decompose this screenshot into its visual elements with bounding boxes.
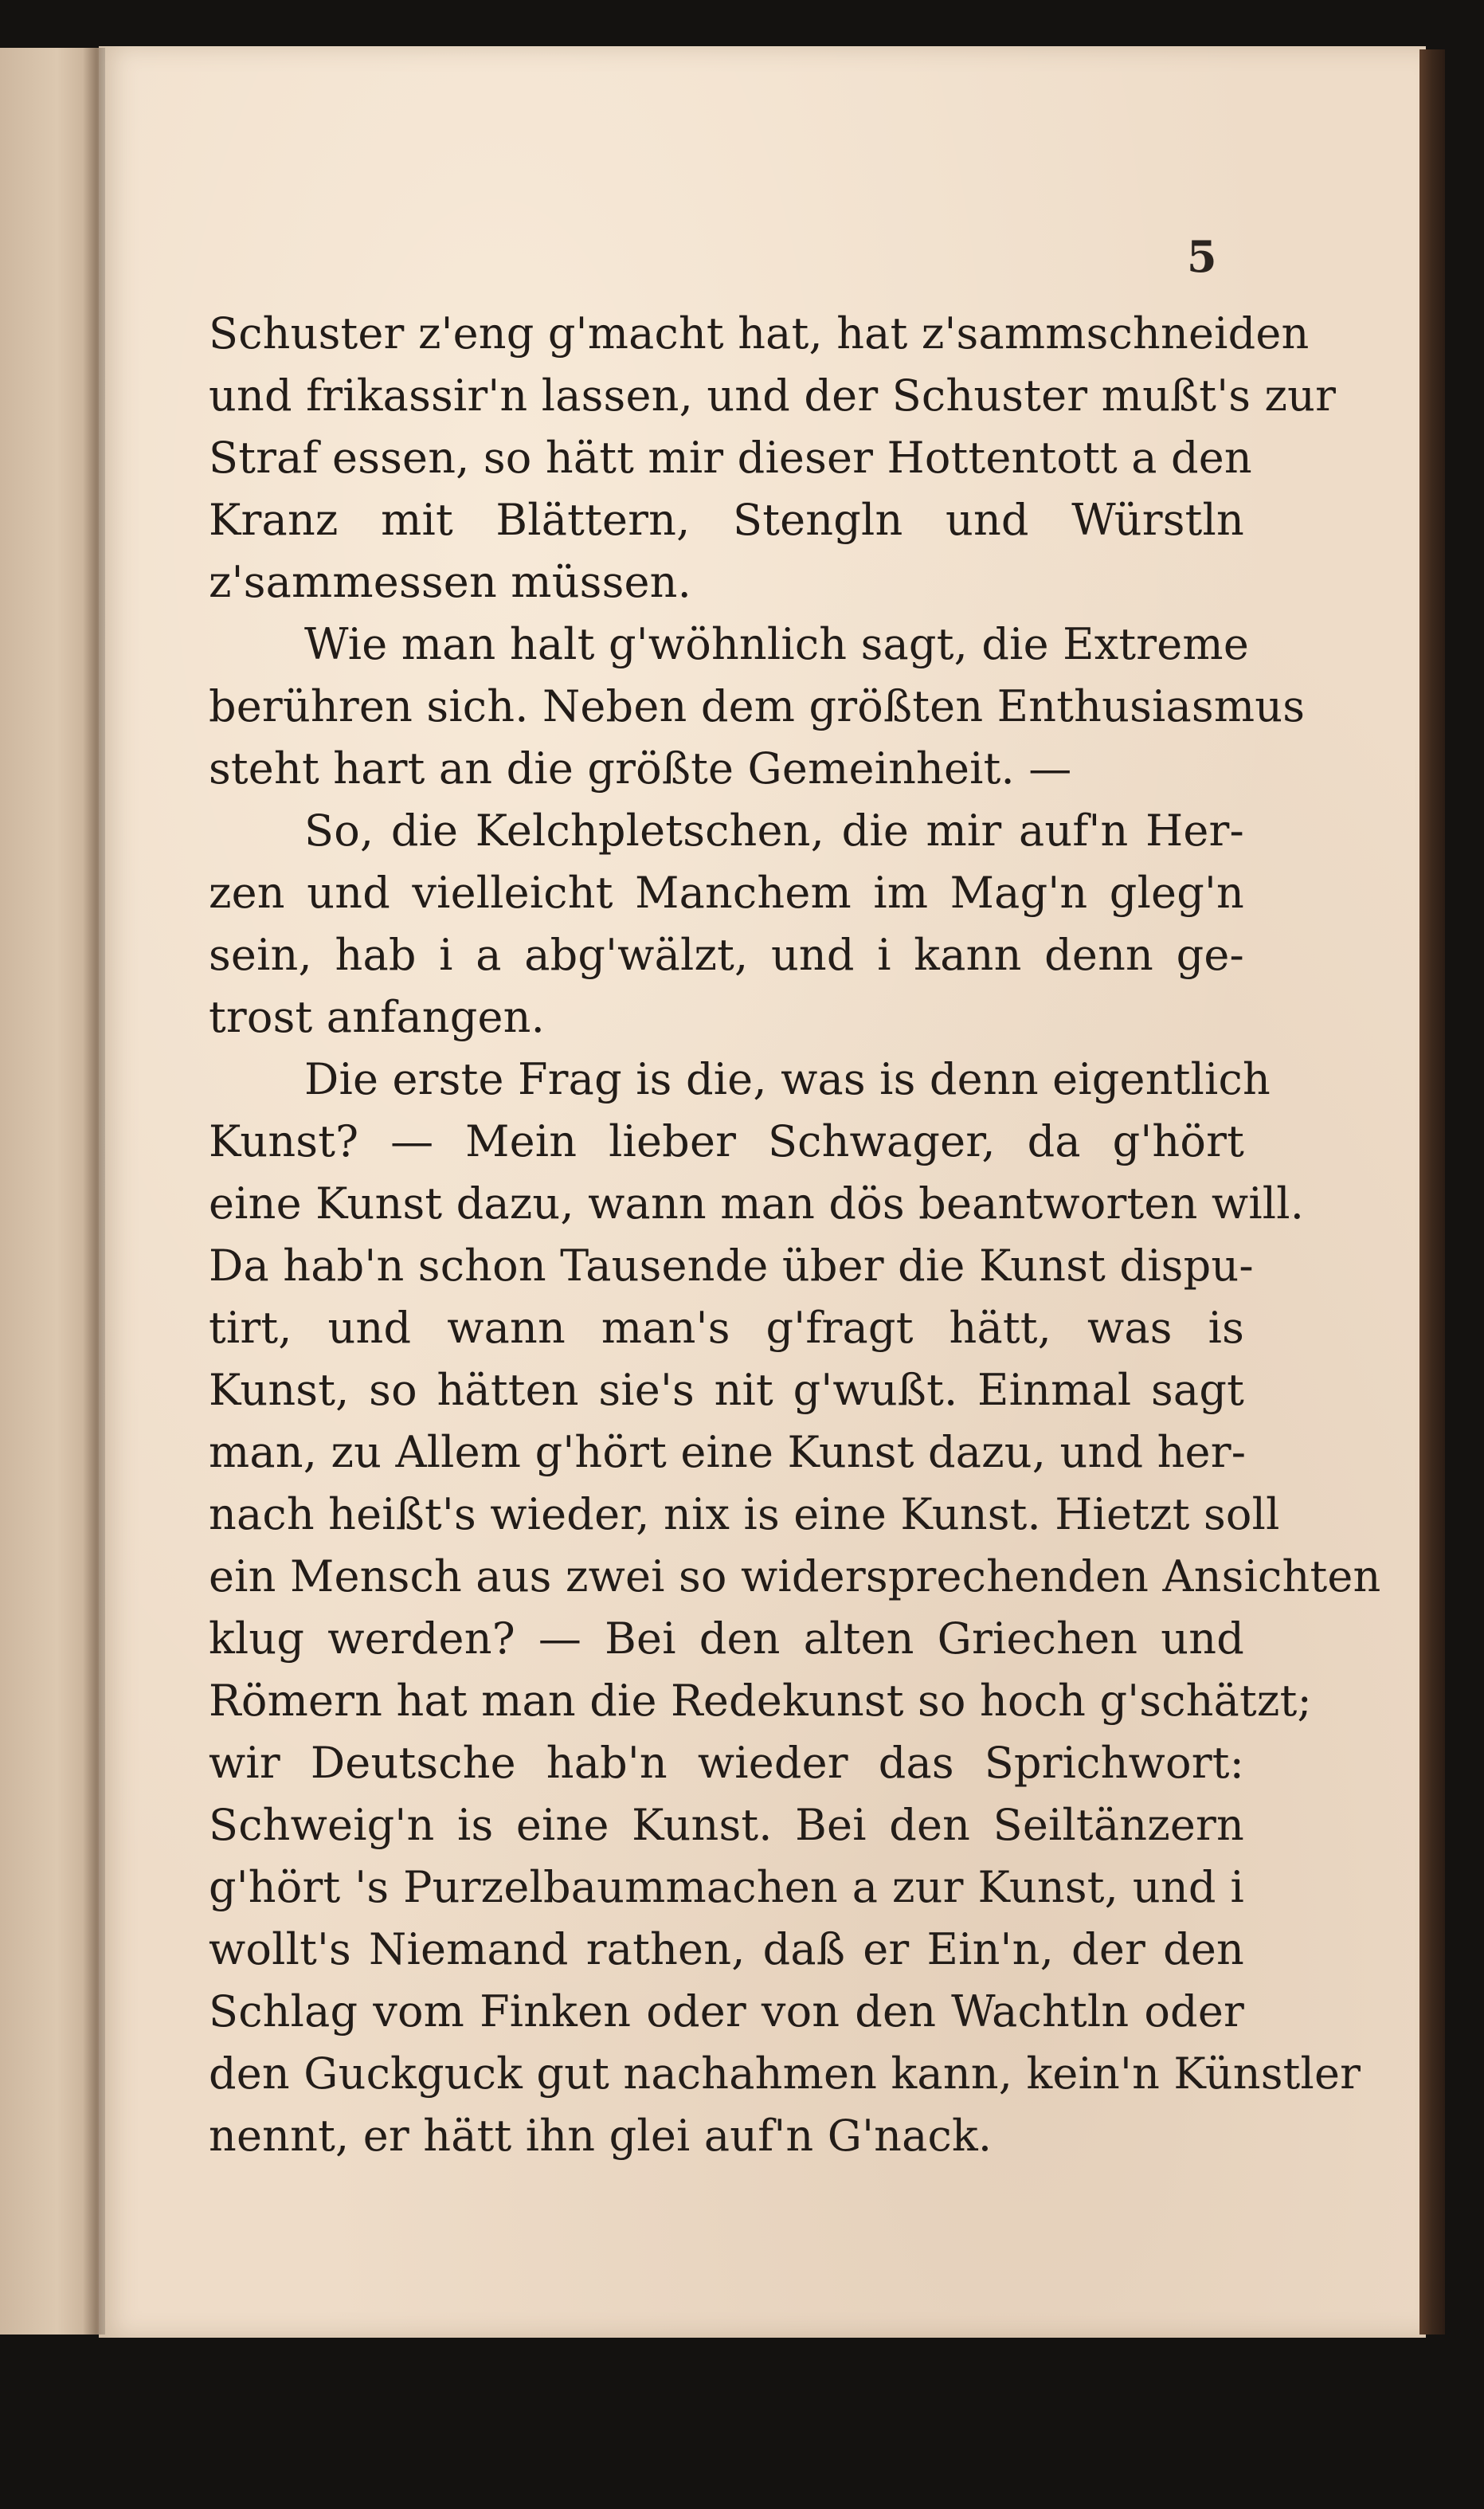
text-line: nach heißt's wieder, nix is eine Kunst. Hietzt soll [209,1489,1280,1539]
text-line: ein Mensch aus zwei so widersprechenden Ansichten [209,1551,1381,1601]
book-cover-edge [1419,49,1445,2335]
text-line: tirt, und wann man's g'fragt hätt, was is [209,1303,1244,1353]
text-line: wollt's Niemand rathen, daß er Ein'n, der den [209,1924,1244,1974]
text-line: und frikassir'n lassen, und der Schuster mußt's zur [209,370,1337,421]
text-line: Kunst? — Mein lieber Schwager, da g'hört [209,1116,1244,1166]
page-number: 5 [1187,231,1217,282]
body-text [209,303,1381,2167]
text-line: trost anfangen. [209,992,546,1042]
text-line: Da hab'n schon Tausende über die Kunst dispu- [209,1241,1254,1291]
page-gutter [83,48,105,2335]
text-line: Römern hat man die Redekunst so hoch g'schätzt; [209,1676,1312,1726]
text-line: Schweig'n is eine Kunst. Bei den Seiltänzern [209,1800,1244,1850]
text-line: g'hört 's Purzelbaummachen a zur Kunst, und i [209,1862,1244,1912]
text-line: Kranz mit Blättern, Stengln und Würstln [209,495,1244,545]
text-line: berühren sich. Neben dem größten Enthusiasmus [209,681,1306,731]
text-line: Die erste Frag is die, was is denn eigentlich [304,1054,1271,1104]
text-line: eine Kunst dazu, wann man dös beantworten will. [209,1178,1305,1229]
text-line: klug werden? — Bei den alten Griechen und [209,1613,1244,1664]
text-line: man, zu Allem g'hört eine Kunst dazu, und her- [209,1427,1247,1477]
text-line: nennt, er hätt ihn glei auf'n G'nack. [209,2111,993,2161]
text-line: So, die Kelchpletschen, die mir auf'n Her- [304,806,1244,856]
text-line: steht hart an die größte Gemeinheit. — [209,743,1072,794]
text-line: zen und vielleicht Manchem im Mag'n gleg'n [209,868,1244,918]
text-line: sein, hab i a abg'wälzt, und i kann denn ge- [209,930,1244,980]
text-line: Straf essen, so hätt mir dieser Hottentott a den [209,433,1252,483]
text-line: z'sammessen müssen. [209,557,692,607]
text-line: Wie man halt g'wöhnlich sagt, die Extreme [304,619,1249,669]
text-line: Schlag vom Finken oder von den Wachtln oder [209,1986,1244,2037]
text-line: den Guckguck gut nachahmen kann, kein'n Künstler [209,2048,1361,2099]
text-line: Kunst, so hätten sie's nit g'wußt. Einmal sagt [209,1365,1244,1415]
text-line: Schuster z'eng g'macht hat, hat z'sammschneiden [209,308,1310,359]
text-line: wir Deutsche hab'n wieder das Sprichwort: [209,1738,1244,1788]
